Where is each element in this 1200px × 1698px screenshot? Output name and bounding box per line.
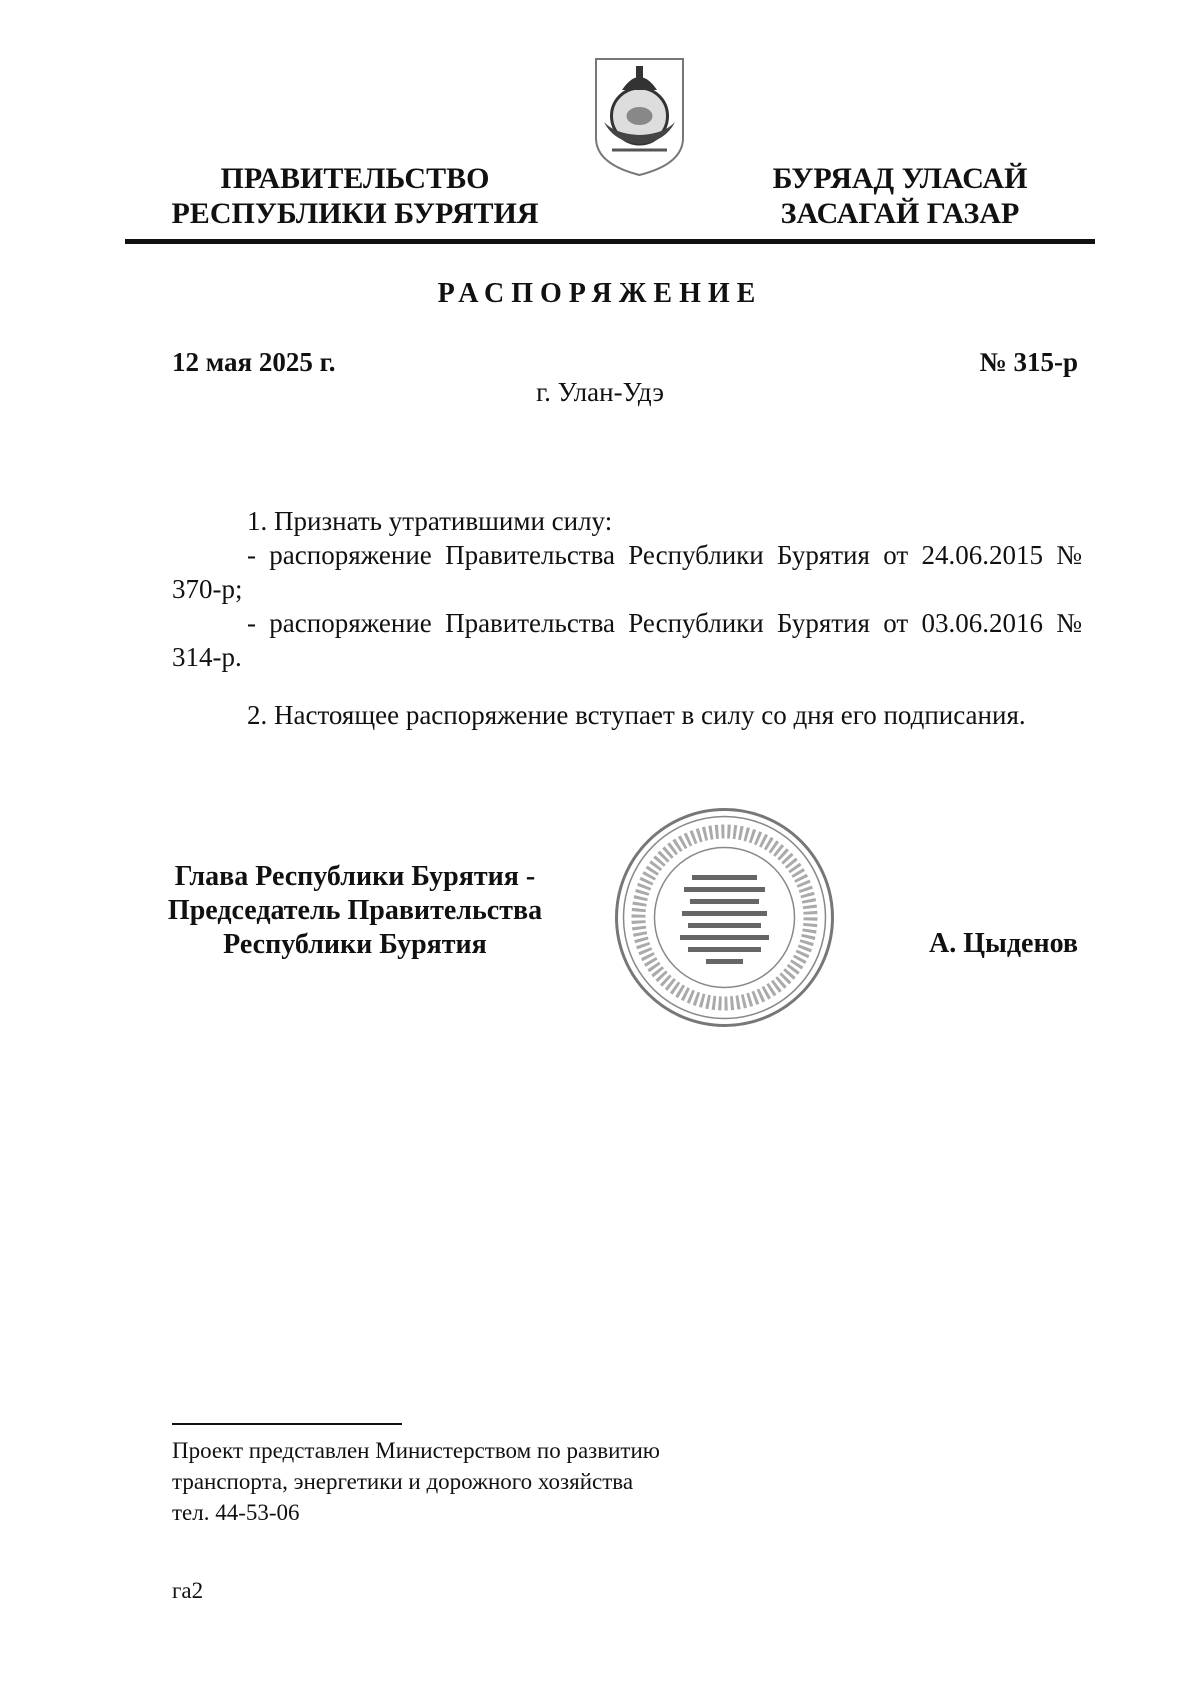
- signatory-position: Глава Республики Бурятия - Председатель Правительства Республики Бурятия: [167, 861, 543, 960]
- document-number: № 315-р: [979, 347, 1078, 377]
- document-code: га2: [172, 1578, 204, 1603]
- signatory-name: А. Цыденов: [928, 928, 1078, 959]
- footnote-divider: [172, 1423, 402, 1425]
- paragraph-1-item-2: - распоряжение Правительства Республики Бурятия от 03.06.2016 № 314-р.: [172, 608, 1082, 672]
- paragraph-1: [172, 504, 1082, 674]
- government-name-russian: ПРАВИТЕЛЬСТВО РЕСПУБЛИКИ БУРЯТИЯ: [171, 162, 539, 230]
- document-date: 12 мая 2025 г.: [172, 347, 336, 377]
- official-seal-icon: [612, 805, 837, 1030]
- paragraph-2-text: 2. Настоящее распоряжение вступает в силу со дня его подписания.: [247, 700, 1026, 730]
- header-divider: [125, 239, 1095, 244]
- footnote: Проект представлен Министерством по развитию транспорта, энергетики и дорожного хозяйства тел. 44-53-06: [172, 1438, 660, 1525]
- document-city: г. Улан-Удэ: [536, 377, 664, 407]
- paragraph-2: [172, 698, 1082, 732]
- document-title: РАСПОРЯЖЕНИЕ: [437, 278, 763, 309]
- paragraph-1-lead: 1. Признать утратившими силу:: [247, 506, 613, 536]
- coat-of-arms-icon: [592, 56, 687, 178]
- paragraph-1-item-1: - распоряжение Правительства Республики Бурятия от 24.06.2015 № 370-р;: [172, 540, 1082, 604]
- government-name-buryat: БУРЯАД УЛАСАЙ ЗАСАГАЙ ГАЗАР: [772, 162, 1028, 230]
